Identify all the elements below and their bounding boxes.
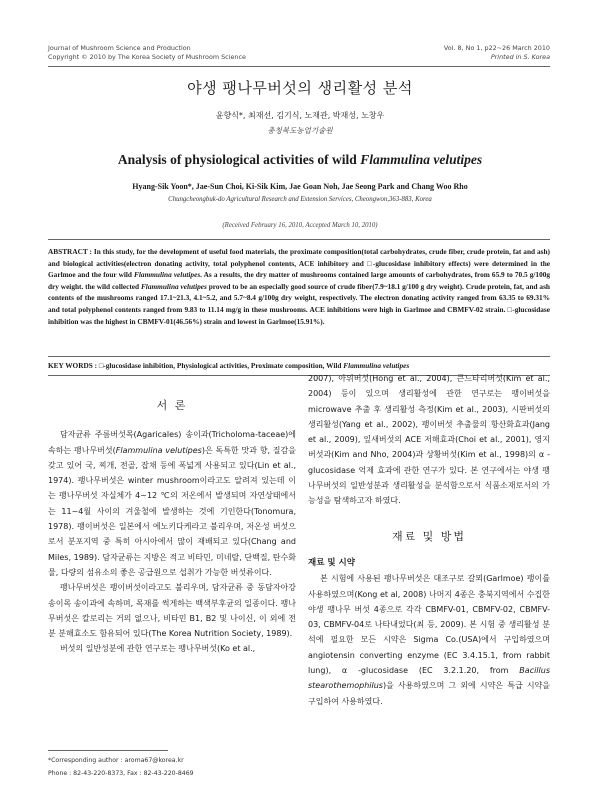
section-heading-introduction: 서 론 xyxy=(156,399,188,412)
received-dates: (Received February 16, 2010, Accepted March 10, 2010) xyxy=(222,222,378,229)
journal-name: Journal of Mushroom Science and Production xyxy=(48,44,191,52)
title-english-main: Analysis of physiological activities of wild xyxy=(117,152,361,167)
corresponding-author: *Corresponding author : aroma67@korea.kr xyxy=(48,757,184,764)
copyright-line: Copyright © 2010 by The Korea Society of Mushroom Science xyxy=(48,53,246,61)
abstract-part-2: . As a results, the dry matter of mushrooms contained large amounts of carbohydrates, from 65.9 to 70.5 g/100g dry weight. the wild collected xyxy=(48,270,551,291)
right-column xyxy=(308,371,550,709)
intro-paragraph-1 xyxy=(48,427,296,580)
abstract-species-1: Flammulina velutipes xyxy=(134,270,201,280)
abstract-part-1: ABSTRACT : In this study, for the development of useful food materials, the proximate composition(total carbohydrates, crude fiber, crude protein, fat and ash) and biological activities(electron donating activity, total polyphenol contents, ACE inhibitory and □-glucosidase inhibitory effects) were determined in the Garlmoe and the four wild xyxy=(48,247,550,280)
affiliation-korean: 충청북도농업기술원 xyxy=(267,126,333,135)
intro-paragraph-continued: 2007), 아위버섯(Hong et al., 2004), 큰느타리버섯(Kim et al., 2004) 등이 있으며 생리활성에 관한 연구로는 팽이버섯을 microwave 추출 후 생리활성 측정(Kim et al., 2003), 시판버섯의 생리활성(Yang et al., 2002), 팽이버섯 추출물의 항산화효과(Jang et al., 2009), 잎새버섯의 ACE 저해효과(Choi et al., 2001), 영지버섯과(Kim and Nho, 2004)과 상황버섯(Kim et al., 1998)의 α -glucosidase 억제 효과에 관한 연구가 있다. 본 연구에서는 야생 팽나무버섯의 일반성분과 생리활성을 분석함으로서 식품소재로서의 가능성을 탐색하고자 하였다. xyxy=(308,374,550,506)
printed-line: Printed in S. Korea xyxy=(490,53,550,61)
keywords-rule xyxy=(48,356,550,357)
methods-p1-species: Bacillus stearothemophilus xyxy=(308,666,550,691)
abstract xyxy=(48,246,550,327)
methods-p1-text-a: 본 시험에 사용된 팽나무버섯은 대조구로 갈뫼(Garlmoe) 팽이를 사용하였으며(Kong et al, 2008) 나머지 4종은 충북지역에서 수집한 야생 팽나무 버섯 4종으로 각각 CBMFV-01, CBMFV-02, CBMFV-03, CBMFV-04로 나타내었다(최 등, 2009). 본 시험 중 생리활성 분석에 필요한 모든 시약은 Sigma Co.(USA)에서 구입하였으며 angiotensin converting enzyme (EC 3.4.15.1, from rabbit lung), α -glucosidase (EC 3.2.1.20, from xyxy=(308,574,550,676)
keywords xyxy=(48,361,550,370)
footnote xyxy=(48,754,194,780)
intro-p1-text-b: )은 독특한 맛과 향, 질감을 갖고 있어 국, 찌개, 전골, 잡채 등에 폭넓게 사용되고 있다(Lin et al., 1974). 팽나무버섯은 winter mushroom이라고도 알려져 있는데 이는 팽나무버섯 자실체가 4~12 ℃의 저온에서 발생되며 자연상태에서는 11~4월 사이의 겨울철에 발생하는 것에 기인한다(Tonomura, 1978). 팽이버섯은 일본에서 에노키다케라고 불리우며, 저온성 버섯으로서 분포지역 중 특히 아시아에서 많이 재배되고 있다(Chang and Miles, 1989). 담자균류는 지방은 적고 비타민, 미네랄, 단백질, 탄수화물, 다량의 섬유소의 좋은 공급원으로 섭취가 가능한 버섯류이다. xyxy=(48,445,296,577)
authors-korean: 윤향식*, 최재선, 김기식, 노재관, 박재성, 노창우 xyxy=(215,111,385,120)
intro-paragraph-3: 버섯의 일반성분에 관한 연구로는 팽나무버섯(Ko et al., xyxy=(60,644,256,654)
header-rule xyxy=(48,66,550,67)
keywords-text: KEY WORDS : □-glucosidase inhibition, Physiological activities, Proximate composition, Wild xyxy=(48,361,344,370)
abstract-part-3: proved to be an especially good source of crude fiber(7.9~18.1 g/100 g dry weight). Crude protein, fat, and ash contents of the mushrooms ranged 17.1~21.3, 4.1~5.2, and 5.7~8.4 g/100g dry weight, respectively. The electron donating activity ranged from 63.35 to 69.31% and total polyphenol contents ranged from 9.83 to 11.14 mg/g in these mushrooms. ACE inhibitions were high in Garlmoe and CBMFV-02 strain. □-glucosidase inhibition was the highest in CBMFV-01(46.56%) strain and lowest in Garlmoe(15.91%). xyxy=(48,281,550,326)
authors-english: Hyang-Sik Yoon*, Jae-Sun Choi, Ki-Sik Kim, Jae Goan Noh, Jae Seong Park and Chang Woo Rho xyxy=(132,182,468,191)
left-column xyxy=(48,398,296,657)
methods-p1-text-b: )을 사용하였으며 그 외에 시약은 특급 시약을 구입하여 사용하였다. xyxy=(308,681,550,706)
volume-line: Vol. 8, No 1, p22~26 March 2010 xyxy=(443,44,550,52)
abstract-rule xyxy=(48,239,550,240)
abstract-species-2: Flammulina velutipes xyxy=(140,281,207,291)
intro-p1-text-a: 담자균류 주름버섯목(Agaricales) 송이과(Tricholoma-taceae)에 속하는 팽나무버섯( xyxy=(48,430,296,455)
methods-paragraph-1 xyxy=(308,571,550,709)
section-heading-methods: 재료 및 방법 xyxy=(391,529,467,543)
affiliation-english: Chungcheongbuk-do Agricultural Research and Extension Services, Cheongwon,363-883, Korea xyxy=(168,196,432,203)
subsection-heading-materials: 재료 및 시약 xyxy=(308,557,355,568)
intro-paragraph-2: 팽나무버섯은 팽이버섯이라고도 불리우며, 담자균류 중 동담자아강 송이목 송이과에 속하며, 목재를 썩게하는 백색부후균의 일종이다. 팽나무버섯은 칼로리는 거의 없으나, 비타민 B1, B2 및 나이신, 이 외에 전분 분해효소도 함유되어 있다(The Korea Nutrition Society, 1989). xyxy=(48,583,296,639)
keywords-species: Flammulina velutipes xyxy=(343,361,410,370)
intro-p1-species: Flammulina velutipes xyxy=(115,445,202,455)
journal-header-left xyxy=(48,44,246,62)
title-english-species: Flammulina velutipes xyxy=(360,152,483,167)
title-korean: 야생 팽나무버섯의 생리활성 분석 xyxy=(187,79,413,97)
journal-header-right xyxy=(444,44,550,62)
title-english xyxy=(0,152,600,168)
contact-phone: Phone : 82-43-220-8373, Fax : 82-43-220-8469 xyxy=(48,770,194,777)
footnote-rule xyxy=(48,750,168,751)
